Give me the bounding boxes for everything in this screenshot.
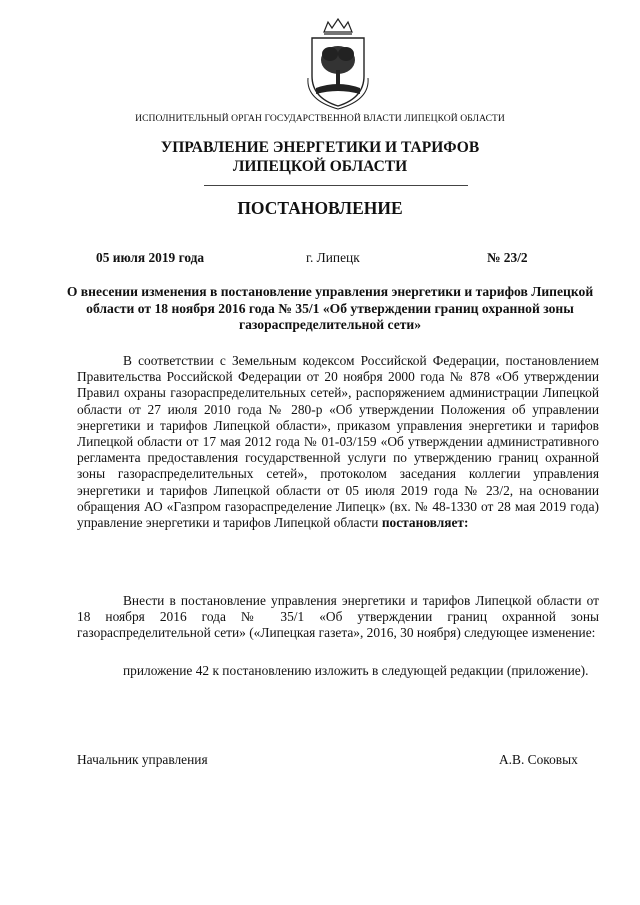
department-line-1: УПРАВЛЕНИЕ ЭНЕРГЕТИКИ И ТАРИФОВ xyxy=(160,139,480,156)
resolves-keyword: постановляет: xyxy=(381,515,469,531)
preamble-text: В соответствии с Земельным кодексом Российской Федерации, постановлением Правительства Российской Федерации от 20 ноября 2000 года № 878 «Об утверждении Правил охраны газораспределительных сетей», распоряжением администрации Липецкой области от 27 июля 2010 года № 280-р «Об утверждении Положения об управлении энергетики и тарифов Липецкой области», приказом управления энергетики и тарифов Липецкой области от 17 мая 2012 года № 01-03/159 «Об утверждении административного регламента предоставления государственной услуги по утверждению границ охранной зоны газораспределительных сетей», протоколом заседания коллегии управления энергетики и тарифов Липецкой области от 05 июля 2019 года № 23/2, на основании обращения АО «Газпром газораспределение Липецк» (вх. № 48-1330 от 28 мая 2019 года) управление энергетики и тарифов Липецкой области xyxy=(77,353,599,531)
issuing-body-line: ИСПОЛНИТЕЛЬНЫЙ ОРГАН ГОСУДАРСТВЕННОЙ ВЛАСТИ ЛИПЕЦКОЙ ОБЛАСТИ xyxy=(135,113,505,124)
document-city: г. Липецк xyxy=(306,250,360,265)
amendment-paragraph: Внести в постановление управления энергетики и тарифов Липецкой области от 18 ноября 2016 года № 35/1 «Об утверждении границ охранной зоны газораспределительной сети» («Липецкая газета», 2016, 30 ноября) следующее изменение: xyxy=(77,593,599,641)
document-type-title: ПОСТАНОВЛЕНИЕ xyxy=(237,198,403,218)
department-line-2: ЛИПЕЦКОЙ ОБЛАСТИ xyxy=(232,158,408,175)
signatory-name: А.В. Соковых xyxy=(499,752,578,767)
signatory-role: Начальник управления xyxy=(77,752,208,767)
coat-of-arms-icon xyxy=(302,18,374,110)
header-divider xyxy=(204,185,468,186)
document-date: 05 июля 2019 года xyxy=(96,250,205,265)
amendment-item: приложение 42 к постановлению изложить в следующей редакции (приложение). xyxy=(123,663,589,678)
document-number: № 23/2 xyxy=(487,250,528,265)
preamble-paragraph xyxy=(77,353,599,531)
document-subject: О внесении изменения в постановление управления энергетики и тарифов Липецкой области от 18 ноября 2016 года № 35/1 «Об утверждении границ охранной зоны газораспределительной сети» xyxy=(66,284,594,332)
department-name xyxy=(0,138,640,176)
